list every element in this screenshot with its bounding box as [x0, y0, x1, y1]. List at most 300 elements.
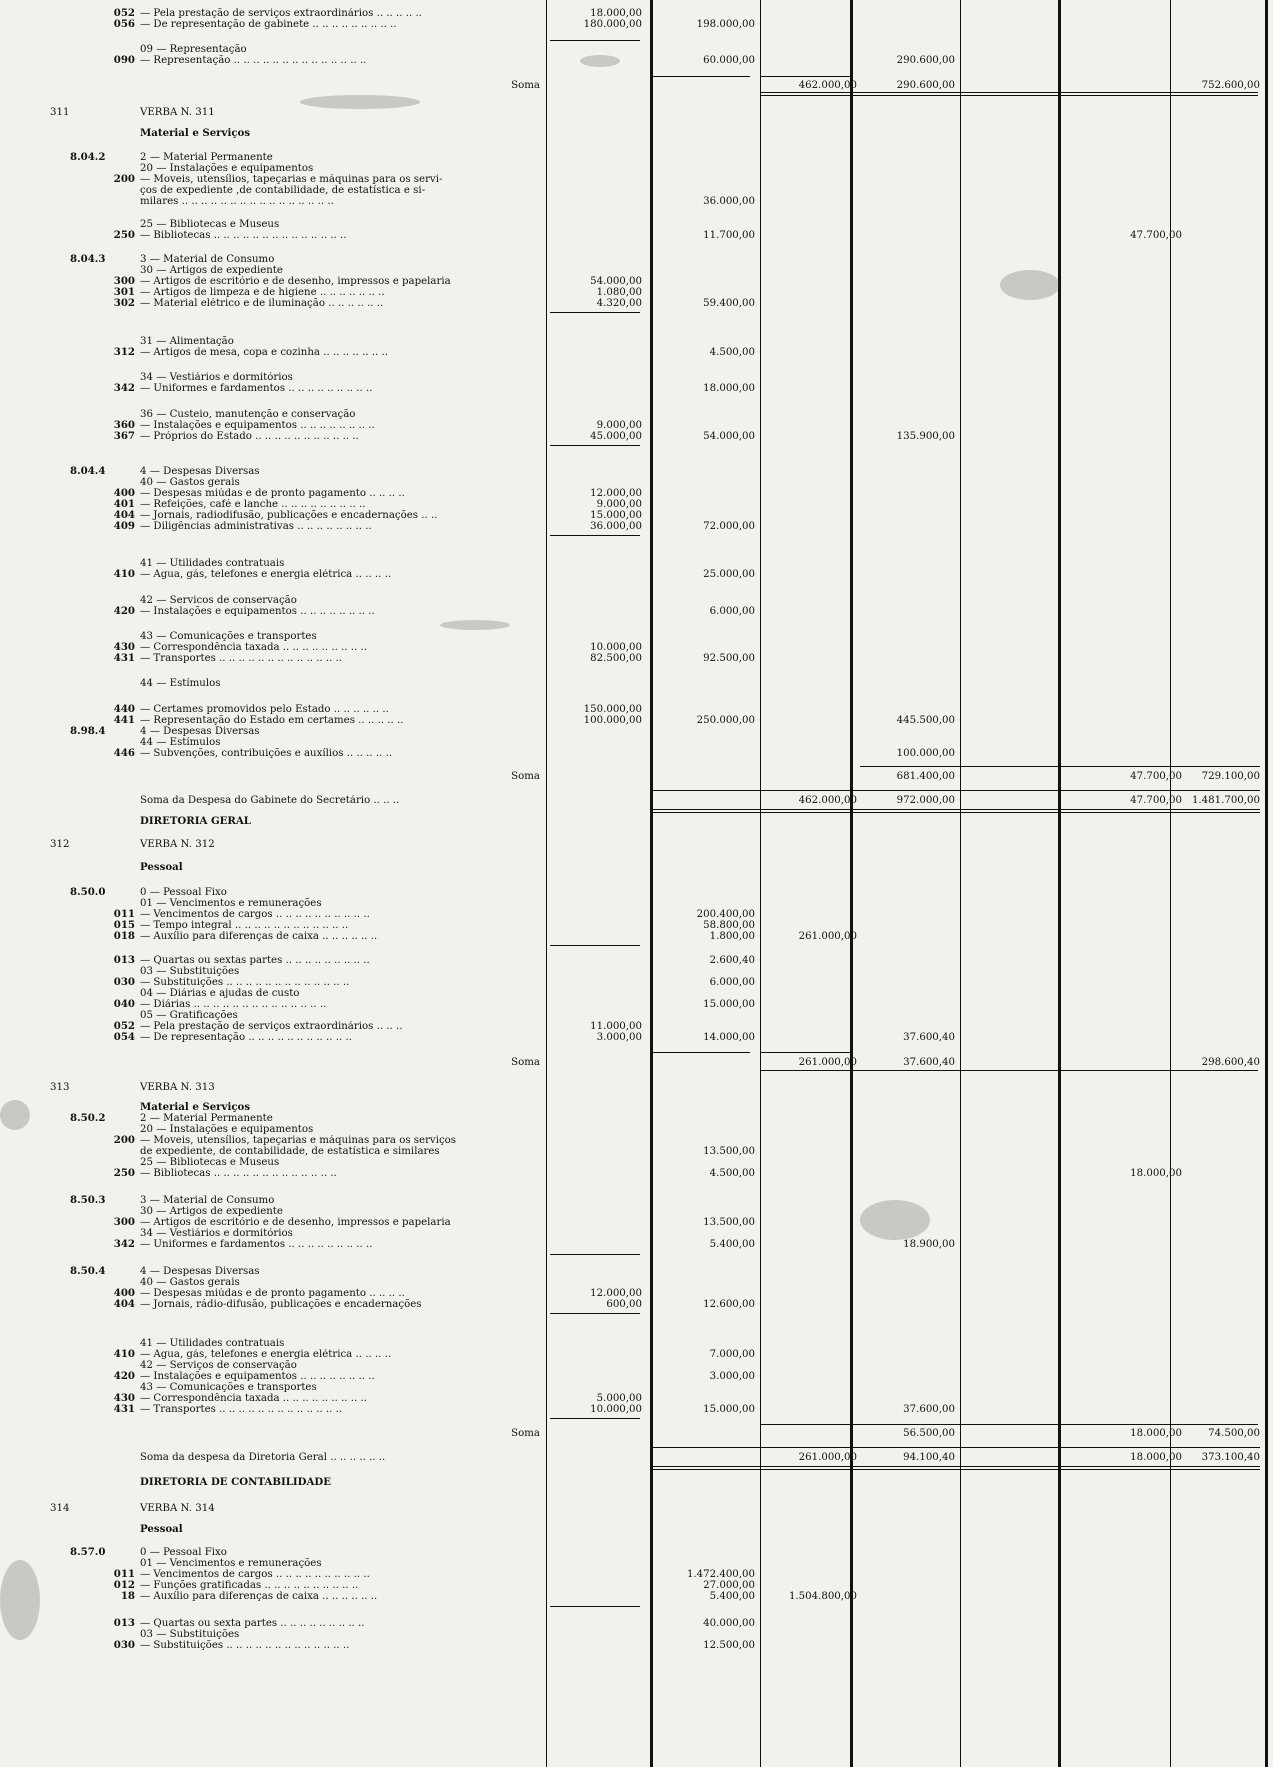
- ledger-row: [0, 1082, 1273, 1093]
- ledger-row: [0, 1057, 1273, 1068]
- ledger-row: [0, 1157, 1273, 1168]
- total-rule: [550, 445, 640, 446]
- amount-col-2: 14.000,00: [703, 1032, 755, 1043]
- classification-code: 8.04.2: [70, 151, 106, 163]
- amount-col-2: 15.000,00: [703, 999, 755, 1010]
- item-code: 052: [113, 7, 135, 19]
- total-rule: [650, 76, 750, 77]
- item-code: 430: [113, 1392, 135, 1404]
- item-description: 40 — Gastos gerais: [140, 477, 240, 488]
- ledger-row: [0, 1217, 1273, 1228]
- ledger-row: [0, 771, 1273, 782]
- ledger-row: [0, 488, 1273, 499]
- amount-col-2: 11.700,00: [703, 230, 755, 241]
- ledger-row: [0, 1371, 1273, 1382]
- ledger-row: [0, 174, 1273, 185]
- item-description: VERBA N. 313: [140, 1082, 215, 1093]
- ledger-row: [0, 219, 1273, 230]
- item-description: — Auxílio para diferenças de caixa .. .. .. .. .. ..: [140, 931, 378, 942]
- item-description: — Auxílio para diferenças de caixa .. .. .. .. .. ..: [140, 1591, 378, 1602]
- total-rule: [550, 1254, 640, 1255]
- ledger-row: [0, 1503, 1273, 1514]
- amount-col-3: 462.000,00: [798, 795, 857, 806]
- item-description: — Quartas ou sexta partes .. .. .. .. .. .. .. .. ..: [140, 1618, 365, 1629]
- item-description: Soma da despesa da Diretoria Geral .. .. .. .. .. ..: [140, 1452, 386, 1463]
- item-description: VERBA N. 311: [140, 107, 215, 118]
- amount-col-2: 54.000,00: [703, 431, 755, 442]
- ledger-row: [0, 1524, 1273, 1535]
- item-description: 30 — Artigos de expediente: [140, 1206, 283, 1217]
- amount-col-1: 5.000,00: [596, 1393, 642, 1404]
- ledger-row: [0, 521, 1273, 532]
- ledger-row: [0, 420, 1273, 431]
- item-code: 015: [113, 919, 135, 931]
- ledger-row: [0, 748, 1273, 759]
- margin-ref: 314: [50, 1503, 70, 1514]
- soma-label: Soma: [511, 771, 540, 782]
- amount-col-2: 27.000,00: [703, 1580, 755, 1591]
- amount-col-2: 36.000,00: [703, 196, 755, 207]
- item-description: — Transportes .. .. .. .. .. .. .. .. .. .. .. .. ..: [140, 1404, 343, 1415]
- item-code: 410: [113, 1348, 135, 1360]
- amount-col-4: 56.500,00: [903, 1428, 955, 1439]
- item-description: — Instalações e equipamentos .. .. .. .. .. .. .. ..: [140, 606, 375, 617]
- amount-col-2: 13.500,00: [703, 1217, 755, 1228]
- ledger-row: [0, 887, 1273, 898]
- ledger-row: [0, 152, 1273, 163]
- amount-col-2: 4.500,00: [709, 347, 755, 358]
- ledger-row: [0, 631, 1273, 642]
- amount-col-6: 752.600,00: [1201, 80, 1260, 91]
- item-description: 41 — Utilidades contratuais: [140, 1338, 285, 1349]
- classification-code: 8.57.0: [70, 1546, 106, 1558]
- ledger-row: [0, 163, 1273, 174]
- item-description: 4 — Despesas Diversas: [140, 466, 260, 477]
- ledger-row: [0, 128, 1273, 139]
- item-description: 4 — Despesas Diversas: [140, 1266, 260, 1277]
- item-description: — Representação do Estado em certames .. .. .. .. ..: [140, 715, 404, 726]
- ledger-row: [0, 276, 1273, 287]
- amount-col-4: 37.600,40: [903, 1032, 955, 1043]
- item-description: — De representação .. .. .. .. .. .. .. .. .. .. ..: [140, 1032, 352, 1043]
- ledger-row: [0, 795, 1273, 806]
- amount-col-1: 10.000,00: [590, 642, 642, 653]
- item-description: 40 — Gastos gerais: [140, 1277, 240, 1288]
- item-description: — Artigos de escritório e de desenho, impressos e papelaria: [140, 1217, 451, 1228]
- item-description: — Substituições .. .. .. .. .. .. .. .. .. .. .. .. ..: [140, 1640, 350, 1651]
- total-rule: [650, 790, 1260, 791]
- item-description: 03 — Substituições: [140, 966, 240, 977]
- item-description: — Correspondência taxada .. .. .. .. .. .. .. .. ..: [140, 1393, 367, 1404]
- ledger-row: [0, 1102, 1273, 1113]
- item-description: — Correspondência taxada .. .. .. .. .. .. .. .. ..: [140, 642, 367, 653]
- ledger-row: [0, 1629, 1273, 1640]
- ledger-row: [0, 80, 1273, 91]
- margin-ref: 311: [50, 107, 70, 118]
- amount-col-6: 729.100,00: [1201, 771, 1260, 782]
- amount-col-1: 600,00: [606, 1299, 642, 1310]
- amount-col-1: 18.000,00: [590, 8, 642, 19]
- item-description: 4 — Despesas Diversas: [140, 726, 260, 737]
- amount-col-2: 60.000,00: [703, 55, 755, 66]
- ledger-row: [0, 909, 1273, 920]
- ledger-row: [0, 1299, 1273, 1310]
- amount-col-4: 100.000,00: [896, 748, 955, 759]
- item-description: — Jornais, radiodifusão, publicações e encadernações .. ..: [140, 510, 438, 521]
- ledger-row: [0, 1021, 1273, 1032]
- item-description: — Água, gás, telefones e energia elétrica .. .. .. ..: [140, 1349, 392, 1360]
- item-description: 3 — Material de Consumo: [140, 1195, 275, 1206]
- item-code: 404: [113, 1298, 135, 1310]
- ledger-row: [0, 653, 1273, 664]
- item-code: 052: [113, 1020, 135, 1032]
- ledger-row: [0, 558, 1273, 569]
- total-rule: [760, 76, 850, 77]
- ledger-row: [0, 1135, 1273, 1146]
- ledger-row: [0, 1124, 1273, 1135]
- item-description: — Despesas miúdas e de pronto pagamento .. .. .. ..: [140, 1288, 405, 1299]
- ledger-row: [0, 1277, 1273, 1288]
- total-rule: [650, 809, 1260, 810]
- ledger-row: [0, 230, 1273, 241]
- item-code: 013: [113, 954, 135, 966]
- item-code: 342: [113, 1238, 135, 1250]
- item-description: — Uniformes e fardamentos .. .. .. .. .. .. .. .. ..: [140, 383, 373, 394]
- amount-col-2: 4.500,00: [709, 1168, 755, 1179]
- item-code: 090: [113, 54, 135, 66]
- amount-col-1: 12.000,00: [590, 488, 642, 499]
- amount-col-5: 47.700,00: [1130, 771, 1182, 782]
- ledger-row: [0, 347, 1273, 358]
- amount-col-1: 4.320,00: [596, 298, 642, 309]
- item-code: 400: [113, 487, 135, 499]
- amount-col-2: 5.400,00: [709, 1239, 755, 1250]
- item-description: 41 — Utilidades contratuais: [140, 558, 285, 569]
- amount-col-4: 37.600,00: [903, 1404, 955, 1415]
- amount-col-1: 15.000,00: [590, 510, 642, 521]
- ledger-row: [0, 1206, 1273, 1217]
- amount-col-2: 1.800,00: [709, 931, 755, 942]
- item-code: 054: [113, 1031, 135, 1043]
- ledger-row: [0, 966, 1273, 977]
- total-rule: [550, 1606, 640, 1607]
- item-code: 431: [113, 652, 135, 664]
- ledger-row: [0, 606, 1273, 617]
- ledger-row: [0, 1146, 1273, 1157]
- ledger-row: [0, 1195, 1273, 1206]
- ledger-row: [0, 1349, 1273, 1360]
- margin-ref: 312: [50, 839, 70, 850]
- item-code: 342: [113, 382, 135, 394]
- item-code: 250: [113, 229, 135, 241]
- total-rule: [650, 1447, 1260, 1448]
- item-description: — Jornais, rádio-difusão, publicações e encadernações: [140, 1299, 422, 1310]
- ledger-row: [0, 19, 1273, 30]
- item-description: — Substituições .. .. .. .. .. .. .. .. .. .. .. .. ..: [140, 977, 350, 988]
- item-description: — Pela prestação de serviços extraordinários .. .. .. .. ..: [140, 8, 422, 19]
- amount-col-2: 15.000,00: [703, 1404, 755, 1415]
- item-description: — Bibliotecas .. .. .. .. .. .. .. .. .. .. .. .. ..: [140, 1168, 337, 1179]
- item-description: — Próprios do Estado .. .. .. .. .. .. .. .. .. .. ..: [140, 431, 359, 442]
- ledger-row: [0, 55, 1273, 66]
- amount-col-2: 72.000,00: [703, 521, 755, 532]
- total-rule: [550, 535, 640, 536]
- amount-col-1: 150.000,00: [583, 704, 642, 715]
- item-code: 030: [113, 1639, 135, 1651]
- item-description: 42 — Servicos de conservação: [140, 595, 297, 606]
- scan-speck: [440, 620, 510, 630]
- total-rule: [860, 766, 1260, 767]
- amount-col-3: 1.504.800,00: [788, 1591, 857, 1602]
- ledger-row: [0, 726, 1273, 737]
- ledger-row: [0, 1569, 1273, 1580]
- item-description: VERBA N. 312: [140, 839, 215, 850]
- total-rule: [650, 1052, 750, 1053]
- item-code: 446: [113, 747, 135, 759]
- item-description: 36 — Custeio, manutenção e conservação: [140, 409, 356, 420]
- ledger-row: [0, 466, 1273, 477]
- item-description: — Quartas ou sextas partes .. .. .. .. .. .. .. .. ..: [140, 955, 370, 966]
- classification-code: 8.04.3: [70, 253, 106, 265]
- amount-col-2: 6.000,00: [709, 606, 755, 617]
- item-description: 20 — Instalações e equipamentos: [140, 163, 314, 174]
- item-code: 011: [113, 908, 135, 920]
- item-description: — De representação de gabinete .. .. .. .. .. .. .. .. ..: [140, 19, 397, 30]
- ledger-row: [0, 1228, 1273, 1239]
- ledger-row: [0, 287, 1273, 298]
- amount-col-2: 25.000,00: [703, 569, 755, 580]
- amount-col-1: 45.000,00: [590, 431, 642, 442]
- item-description: 34 — Vestiários e dormitórios: [140, 1228, 293, 1239]
- item-description: — Instalações e equipamentos .. .. .. .. .. .. .. ..: [140, 1371, 375, 1382]
- amount-col-1: 9.000,00: [596, 499, 642, 510]
- ledger-row: [0, 372, 1273, 383]
- item-code: 420: [113, 1370, 135, 1382]
- item-description: 31 — Alimentação: [140, 336, 234, 347]
- ledger-row: [0, 642, 1273, 653]
- item-code: 420: [113, 605, 135, 617]
- item-description: 44 — Estímulos: [140, 678, 221, 689]
- ledger-row: [0, 678, 1273, 689]
- amount-col-2: 198.000,00: [696, 19, 755, 30]
- item-code: 441: [113, 714, 135, 726]
- margin-ref: 313: [50, 1082, 70, 1093]
- item-description: — Transportes .. .. .. .. .. .. .. .. .. .. .. .. ..: [140, 653, 343, 664]
- item-description: ços de expediente ,de contabilidade, de estatística e si-: [140, 185, 426, 196]
- amount-col-3: 261.000,00: [798, 1057, 857, 1068]
- amount-col-6: 373.100,40: [1201, 1452, 1260, 1463]
- amount-col-1: 54.000,00: [590, 276, 642, 287]
- amount-col-4: 681.400,00: [896, 771, 955, 782]
- amount-col-4: 135.900,00: [896, 431, 955, 442]
- item-description: Material e Serviços: [140, 128, 251, 139]
- item-description: 43 — Comunicações e transportes: [140, 631, 317, 642]
- amount-col-2: 7.000,00: [709, 1349, 755, 1360]
- item-code: 18: [120, 1590, 135, 1602]
- item-code: 404: [113, 509, 135, 521]
- ledger-row: [0, 977, 1273, 988]
- ledger-row: [0, 1168, 1273, 1179]
- item-description: — Pela prestação de serviços extraordinários .. .. ..: [140, 1021, 403, 1032]
- total-rule: [760, 95, 1258, 96]
- item-description: milares .. .. .. .. .. .. .. .. .. .. .. .. .. .. .. ..: [140, 196, 334, 207]
- item-description: — Bibliotecas .. .. .. .. .. .. .. .. .. .. .. .. .. ..: [140, 230, 347, 241]
- amount-col-3: 261.000,00: [798, 931, 857, 942]
- ledger-row: [0, 898, 1273, 909]
- amount-col-3: 462.000,00: [798, 80, 857, 91]
- amount-col-5: 18.000,00: [1130, 1428, 1182, 1439]
- item-description: 25 — Bibliotecas e Museus: [140, 1157, 280, 1168]
- item-code: 300: [113, 1216, 135, 1228]
- soma-label: Soma: [511, 1057, 540, 1068]
- item-description: 42 — Serviços de conservação: [140, 1360, 297, 1371]
- amount-col-6: 74.500,00: [1208, 1428, 1260, 1439]
- amount-col-1: 12.000,00: [590, 1288, 642, 1299]
- item-description: 0 — Pessoal Fixo: [140, 1547, 227, 1558]
- amount-col-1: 100.000,00: [583, 715, 642, 726]
- ledger-row: [0, 1404, 1273, 1415]
- classification-code: 8.04.4: [70, 465, 106, 477]
- classification-code: 8.50.0: [70, 886, 106, 898]
- amount-col-2: 18.000,00: [703, 383, 755, 394]
- item-description: Pessoal: [140, 1524, 183, 1535]
- amount-col-2: 1.472.400,00: [686, 1569, 755, 1580]
- total-rule: [760, 92, 1258, 93]
- item-description: 04 — Diárias e ajudas de custo: [140, 988, 300, 999]
- item-description: 20 — Instalações e equipamentos: [140, 1124, 314, 1135]
- item-description: 2 — Material Permanente: [140, 1113, 273, 1124]
- amount-col-4: 18.900,00: [903, 1239, 955, 1250]
- amount-col-4: 94.100,40: [903, 1452, 955, 1463]
- item-description: 03 — Substituições: [140, 1629, 240, 1640]
- item-description: 01 — Vencimentos e remunerações: [140, 1558, 322, 1569]
- ledger-row: [0, 1640, 1273, 1651]
- total-rule: [550, 945, 640, 946]
- item-description: — Artigos de escritório e de desenho, impressos e papelaria: [140, 276, 451, 287]
- item-code: 040: [113, 998, 135, 1010]
- total-rule: [650, 812, 1260, 813]
- item-description: 0 — Pessoal Fixo: [140, 887, 227, 898]
- amount-col-4: 972.000,00: [896, 795, 955, 806]
- item-code: 360: [113, 419, 135, 431]
- item-description: — Certames promovidos pelo Estado .. .. .. .. .. ..: [140, 704, 389, 715]
- ledger-row: [0, 737, 1273, 748]
- amount-col-1: 11.000,00: [590, 1021, 642, 1032]
- item-description: VERBA N. 314: [140, 1503, 215, 1514]
- amount-col-5: 18.000,00: [1130, 1168, 1182, 1179]
- item-code: 312: [113, 346, 135, 358]
- ledger-row: [0, 510, 1273, 521]
- total-rule: [550, 40, 640, 41]
- amount-col-4: 290.600,00: [896, 55, 955, 66]
- item-description: de expediente, de contabilidade, de estatística e similares: [140, 1146, 440, 1157]
- item-description: — Diligências administrativas .. .. .. .. .. .. .. ..: [140, 521, 372, 532]
- ledger-row: [0, 931, 1273, 942]
- ledger-row: [0, 1382, 1273, 1393]
- amount-col-1: 1.080,00: [596, 287, 642, 298]
- item-code: 302: [113, 297, 135, 309]
- amount-col-5: 18.000,00: [1130, 1452, 1182, 1463]
- ledger-row: [0, 1452, 1273, 1463]
- item-code: 440: [113, 703, 135, 715]
- ledger-row: [0, 816, 1273, 827]
- item-description: 34 — Vestiários e dormitórios: [140, 372, 293, 383]
- amount-col-2: 5.400,00: [709, 1591, 755, 1602]
- item-description: Pessoal: [140, 862, 183, 873]
- amount-col-5: 47.700,00: [1130, 795, 1182, 806]
- item-code: 400: [113, 1287, 135, 1299]
- amount-col-1: 9.000,00: [596, 420, 642, 431]
- item-description: — Material elétrico e de iluminação .. .. .. .. .. ..: [140, 298, 384, 309]
- amount-col-1: 180.000,00: [583, 19, 642, 30]
- ledger-row: [0, 1113, 1273, 1124]
- ledger-row: [0, 704, 1273, 715]
- total-rule: [650, 1466, 1260, 1467]
- ledger-row: [0, 185, 1273, 196]
- item-description: 3 — Material de Consumo: [140, 254, 275, 265]
- amount-col-4: 445.500,00: [896, 715, 955, 726]
- amount-col-2: 58.800,00: [703, 920, 755, 931]
- item-description: — Funções gratificadas .. .. .. .. .. .. .. .. .. ..: [140, 1580, 359, 1591]
- soma-label: Soma: [511, 1428, 540, 1439]
- total-rule: [550, 312, 640, 313]
- item-code: 430: [113, 641, 135, 653]
- item-description: — Vencimentos de cargos .. .. .. .. .. .. .. .. .. ..: [140, 1569, 370, 1580]
- item-code: 250: [113, 1167, 135, 1179]
- amount-col-2: 3.000,00: [709, 1371, 755, 1382]
- ledger-row: [0, 8, 1273, 19]
- ledger-row: [0, 1010, 1273, 1021]
- total-rule: [650, 1469, 1260, 1470]
- amount-col-2: 2.600,40: [709, 955, 755, 966]
- item-description: Soma da Despesa do Gabinete do Secretário .. .. ..: [140, 795, 400, 806]
- item-description: — Uniformes e fardamentos .. .. .. .. .. .. .. .. ..: [140, 1239, 373, 1250]
- item-code: 012: [113, 1579, 135, 1591]
- ledger-row: [0, 1360, 1273, 1371]
- item-code: 018: [113, 930, 135, 942]
- ledger-row: [0, 265, 1273, 276]
- item-code: 367: [113, 430, 135, 442]
- item-description: — Moveis, utensílios, tapeçarias e máquinas para os servi-: [140, 174, 443, 185]
- ledger-row: [0, 107, 1273, 118]
- total-rule: [550, 1418, 640, 1419]
- amount-col-6: 298.600,40: [1201, 1057, 1260, 1068]
- amount-col-2: 250.000,00: [696, 715, 755, 726]
- ledger-row: [0, 1393, 1273, 1404]
- total-rule: [760, 1052, 850, 1053]
- ledger-row: [0, 920, 1273, 931]
- item-description: — Artigos de limpeza e de higiene .. .. .. .. .. .. ..: [140, 287, 385, 298]
- ledger-row: [0, 409, 1273, 420]
- total-rule: [550, 1313, 640, 1314]
- soma-label: Soma: [511, 80, 540, 91]
- item-description: — Artigos de mesa, copa e cozinha .. .. .. .. .. .. ..: [140, 347, 388, 358]
- ledger-row: [0, 1266, 1273, 1277]
- item-description: — Vencimentos de cargos .. .. .. .. .. .. .. .. .. ..: [140, 909, 370, 920]
- item-description: 30 — Artigos de expediente: [140, 265, 283, 276]
- ledger-row: [0, 988, 1273, 999]
- ledger-row: [0, 196, 1273, 207]
- amount-col-1: 36.000,00: [590, 521, 642, 532]
- item-description: 01 — Vencimentos e remunerações: [140, 898, 322, 909]
- classification-code: 8.50.2: [70, 1112, 106, 1124]
- item-description: 44 — Estímulos: [140, 737, 221, 748]
- ledger-row: [0, 839, 1273, 850]
- ledger-row: [0, 1591, 1273, 1602]
- item-description: — Moveis, utensílios, tapeçarias e máquinas para os serviços: [140, 1135, 457, 1146]
- ledger-row: [0, 955, 1273, 966]
- amount-col-2: 59.400,00: [703, 298, 755, 309]
